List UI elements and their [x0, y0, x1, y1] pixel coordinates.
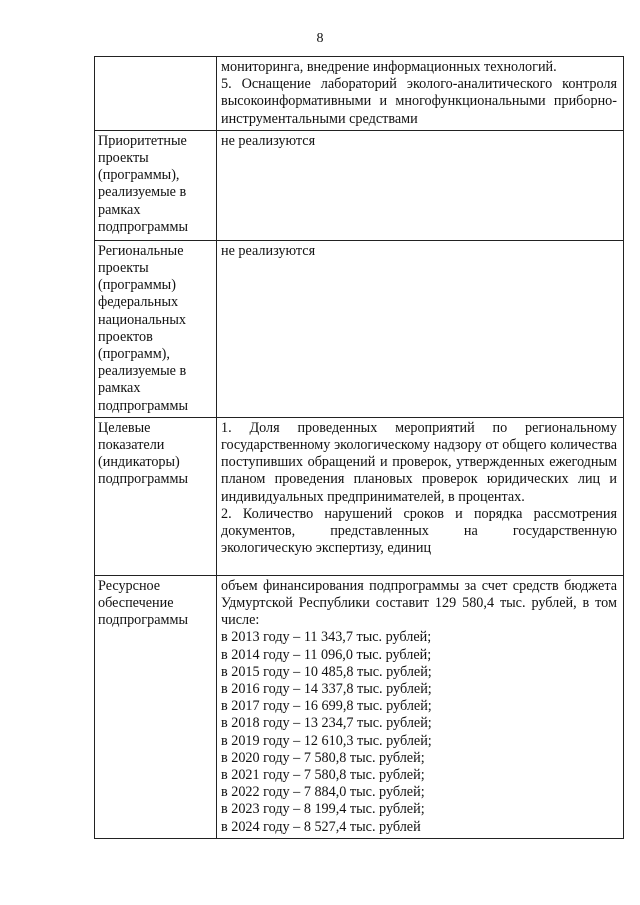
content-paragraph: не реализуются [221, 242, 316, 259]
table-row [95, 130, 624, 240]
table-row [95, 417, 624, 575]
subprogram-passport-table [94, 56, 624, 839]
row-content [217, 417, 624, 575]
funding-year-line: в 2023 году – 8 199,4 тыс. рублей; [221, 801, 425, 818]
funding-year-line: в 2016 году – 14 337,8 тыс. рублей; [221, 681, 432, 698]
funding-year-line: в 2021 году – 7 580,8 тыс. рублей; [221, 767, 425, 784]
content-paragraph: 5. Оснащение лабораторий эколого-аналитического контроля высокоинформативными и многофункциональными приборно-инструментальными средствами [221, 76, 617, 127]
funding-year-line: в 2019 году – 12 610,3 тыс. рублей; [221, 732, 432, 749]
row-label: Ресурсное обеспечение подпрограммы [95, 575, 217, 838]
funding-year-line: в 2024 году – 8 527,4 тыс. рублей [221, 818, 421, 835]
row-label [95, 57, 217, 131]
funding-year-line: в 2013 году – 11 343,7 тыс. рублей; [221, 629, 432, 646]
row-content [217, 57, 624, 131]
table-row [95, 57, 624, 131]
funding-year-line: в 2017 году – 16 699,8 тыс. рублей; [221, 698, 432, 715]
content-paragraph: 2. Количество нарушений сроков и порядка рассмотрения документов, представленных на государственную экологическую экспертизу, единиц [221, 505, 617, 557]
funding-year-line: в 2015 году – 10 485,8 тыс. рублей; [221, 663, 432, 680]
content-paragraph: 1. Доля проведенных мероприятий по региональному государственному экологическому надзору от общего количества поступивших обращений и проверок, утвержденных ежегодным планом проведения плановых проверок юридических лиц и индивидуальных предпринимателей, в процентах. [221, 419, 617, 505]
page-number: 8 [316, 31, 324, 46]
content-paragraph: мониторинга, внедрение информационных технологий. [221, 59, 557, 75]
row-label: Приоритетные проекты (программы), реализуемые в рамках подпрограммы [95, 130, 217, 240]
row-content [217, 130, 624, 240]
funding-year-line: в 2020 году – 7 580,8 тыс. рублей; [221, 749, 425, 766]
table-row [95, 240, 624, 417]
content-paragraph: не реализуются [221, 132, 316, 149]
funding-year-line: в 2022 году – 7 884,0 тыс. рублей; [221, 784, 425, 801]
funding-year-line: в 2014 году – 11 096,0 тыс. рублей; [221, 646, 432, 663]
row-label: Региональные проекты (программы) федеральных национальных проектов (программ), реализуемые в рамках подпрограммы [95, 240, 217, 417]
funding-year-line: в 2018 году – 13 234,7 тыс. рублей; [221, 715, 432, 732]
row-content [217, 575, 624, 838]
table-row [95, 575, 624, 838]
funding-intro: объем финансирования подпрограммы за счет средств бюджета Удмуртской Республики составит 129 580,4 тыс. рублей, в том числе: [221, 577, 617, 629]
row-label: Целевые показатели (индикаторы) подпрограммы [95, 417, 217, 575]
row-content [217, 240, 624, 417]
